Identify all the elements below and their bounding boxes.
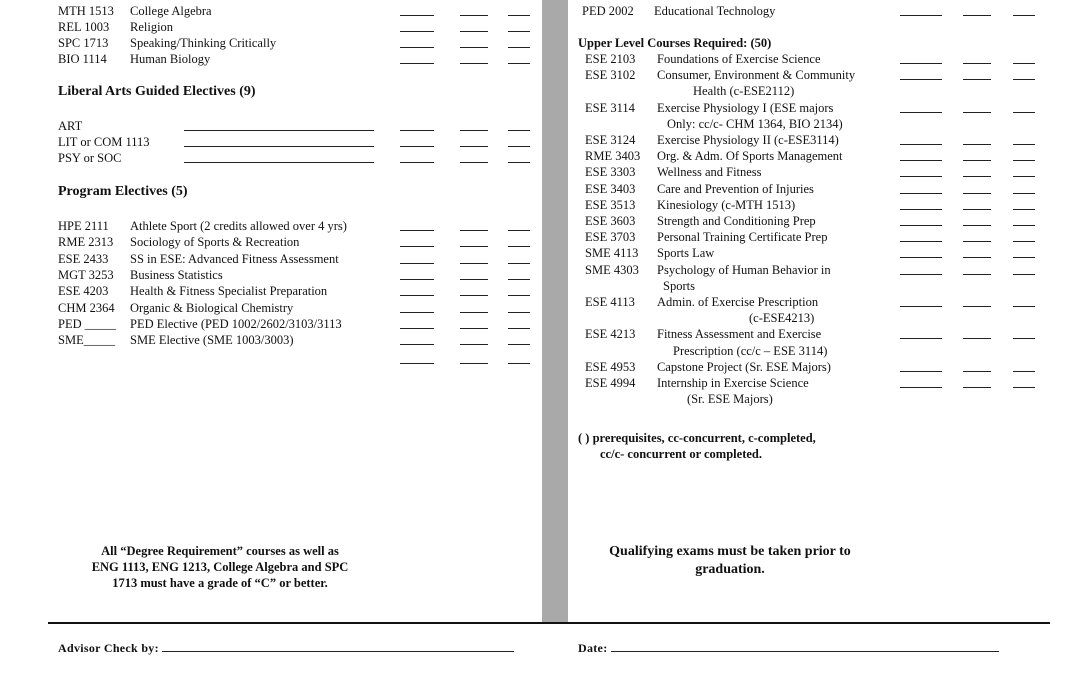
- grade-blank[interactable]: [900, 193, 942, 194]
- credit-blank[interactable]: [508, 146, 530, 147]
- course-code: ESE 3114: [585, 100, 635, 115]
- grade-blank[interactable]: [900, 63, 942, 64]
- course-title: Exercise Physiology I (ESE majors: [657, 100, 834, 115]
- course-code: ESE 3124: [585, 133, 636, 147]
- grade-blank[interactable]: [900, 338, 942, 339]
- grade-blank[interactable]: [400, 47, 434, 48]
- course-code: PSY or SOC: [58, 151, 122, 165]
- grade-blank[interactable]: [900, 241, 942, 242]
- course-title: SS in ESE: Advanced Fitness Assessment: [130, 251, 339, 266]
- semester-blank[interactable]: [460, 312, 488, 313]
- course-code: RME 2313: [58, 235, 114, 250]
- credit-blank[interactable]: [508, 230, 530, 231]
- semester-blank[interactable]: [963, 144, 991, 145]
- course-name-blank[interactable]: [184, 146, 374, 147]
- course-code: SME_____: [58, 333, 115, 348]
- course-code: ESE 3102: [585, 68, 636, 83]
- course-title: Sociology of Sports & Recreation: [130, 235, 300, 250]
- grade-blank[interactable]: [400, 162, 434, 163]
- semester-blank[interactable]: [963, 274, 991, 275]
- course-title: Speaking/Thinking Critically: [130, 36, 277, 50]
- course-code: ESE 4953: [585, 359, 636, 374]
- grade-blank[interactable]: [900, 15, 942, 16]
- program-electives-heading: Program Electives (5): [58, 184, 188, 199]
- grade-blank[interactable]: [400, 63, 434, 64]
- credit-blank[interactable]: [1013, 387, 1035, 388]
- course-title: Kinesiology (c-MTH 1513): [657, 197, 796, 212]
- credit-blank[interactable]: [1013, 193, 1035, 194]
- course-code: REL 1003: [58, 20, 110, 34]
- course-code: PED _____: [58, 316, 116, 331]
- course-code: ESE 4113: [585, 295, 635, 309]
- grade-blank[interactable]: [400, 363, 434, 364]
- grade-blank[interactable]: [900, 160, 942, 161]
- course-code: MGT 3253: [58, 267, 114, 282]
- semester-blank[interactable]: [963, 160, 991, 161]
- semester-blank[interactable]: [963, 387, 991, 388]
- course-title: Health & Fitness Specialist Preparation: [130, 284, 328, 299]
- course-code: ESE 2433: [58, 251, 109, 266]
- legend-line: cc/c- concurrent or completed.: [600, 447, 762, 461]
- credit-blank[interactable]: [1013, 176, 1035, 177]
- semester-blank[interactable]: [963, 257, 991, 258]
- semester-blank[interactable]: [963, 112, 991, 113]
- date-field[interactable]: [578, 641, 999, 656]
- course-title: Religion: [130, 20, 174, 34]
- course-title: Admin. of Exercise Prescription: [657, 295, 819, 309]
- grade-blank[interactable]: [400, 15, 434, 16]
- course-title: Consumer, Environment & Community: [657, 68, 856, 83]
- course-title: Capstone Project (Sr. ESE Majors): [657, 359, 831, 374]
- liberal-arts-heading: Liberal Arts Guided Electives (9): [58, 84, 256, 99]
- course-title: Health (c-ESE2112): [693, 84, 795, 99]
- semester-blank[interactable]: [963, 176, 991, 177]
- credit-blank[interactable]: [1013, 338, 1035, 339]
- grade-blank[interactable]: [400, 328, 434, 329]
- grade-blank[interactable]: [900, 371, 942, 372]
- semester-blank[interactable]: [460, 15, 488, 16]
- credit-blank[interactable]: [508, 15, 530, 16]
- course-title: Exercise Physiology II (c-ESE3114): [657, 133, 839, 147]
- course-code: BIO 1114: [58, 52, 107, 66]
- advisor-check-field[interactable]: [58, 641, 514, 656]
- credit-blank[interactable]: [1013, 15, 1035, 16]
- legend-line: ( ) prerequisites, cc-concurrent, c-completed,: [578, 431, 816, 445]
- course-title: SME Elective (SME 1003/3003): [130, 333, 294, 348]
- credit-blank[interactable]: [1013, 257, 1035, 258]
- course-code: ESE 4213: [585, 327, 636, 342]
- semester-blank[interactable]: [460, 279, 488, 280]
- credit-blank[interactable]: [508, 312, 530, 313]
- semester-blank[interactable]: [963, 209, 991, 210]
- credit-blank[interactable]: [508, 47, 530, 48]
- course-code: SPC 1713: [58, 36, 109, 50]
- course-title: Organic & Biological Chemistry: [130, 300, 294, 315]
- grade-requirement-note: [60, 543, 380, 591]
- grade-blank[interactable]: [400, 31, 434, 32]
- semester-blank[interactable]: [460, 130, 488, 131]
- credit-blank[interactable]: [1013, 306, 1035, 307]
- credit-blank[interactable]: [1013, 79, 1035, 80]
- course-code: MTH 1513: [58, 4, 114, 18]
- credit-blank[interactable]: [1013, 274, 1035, 275]
- legend: [578, 430, 816, 462]
- semester-blank[interactable]: [963, 225, 991, 226]
- semester-blank[interactable]: [963, 79, 991, 80]
- grade-blank[interactable]: [900, 257, 942, 258]
- course-code: RME 3403: [585, 149, 641, 164]
- credit-blank[interactable]: [508, 263, 530, 264]
- credit-blank[interactable]: [508, 363, 530, 364]
- credit-blank[interactable]: [1013, 144, 1035, 145]
- course-code: HPE 2111: [58, 219, 109, 233]
- course-title: Personal Training Certificate Prep: [657, 230, 828, 245]
- grade-blank[interactable]: [400, 263, 434, 264]
- course-code: ESE 4203: [58, 284, 109, 299]
- course-title: Prescription (cc/c – ESE 3114): [673, 343, 828, 358]
- semester-blank[interactable]: [963, 306, 991, 307]
- course-title: Internship in Exercise Science: [657, 376, 809, 390]
- course-code: ESE 3603: [585, 214, 636, 228]
- grade-blank[interactable]: [400, 146, 434, 147]
- course-title: Wellness and Fitness: [657, 165, 762, 180]
- credit-blank[interactable]: [1013, 241, 1035, 242]
- course-code: SME 4303: [585, 262, 639, 277]
- semester-blank[interactable]: [963, 15, 991, 16]
- course-code: PED 2002: [582, 4, 634, 18]
- grade-blank[interactable]: [900, 209, 942, 210]
- course-title: Org. & Adm. Of Sports Management: [657, 149, 843, 164]
- course-title: (c-ESE4213): [749, 311, 815, 326]
- semester-blank[interactable]: [460, 162, 488, 163]
- grade-blank[interactable]: [400, 130, 434, 131]
- course-code: ESE 2103: [585, 52, 636, 66]
- grade-blank[interactable]: [400, 279, 434, 280]
- date-line[interactable]: [611, 651, 999, 652]
- credit-blank[interactable]: [508, 279, 530, 280]
- credit-blank[interactable]: [508, 31, 530, 32]
- semester-blank[interactable]: [460, 63, 488, 64]
- course-title: Foundations of Exercise Science: [657, 52, 821, 66]
- semester-blank[interactable]: [460, 230, 488, 231]
- semester-blank[interactable]: [963, 63, 991, 64]
- grade-blank[interactable]: [900, 274, 942, 275]
- course-title: Strength and Conditioning Prep: [657, 214, 816, 228]
- course-code: CHM 2364: [58, 300, 115, 315]
- footer-rule: [48, 622, 1050, 624]
- course-title: Educational Technology: [654, 4, 776, 18]
- grade-blank[interactable]: [900, 225, 942, 226]
- semester-blank[interactable]: [963, 241, 991, 242]
- credit-blank[interactable]: [1013, 209, 1035, 210]
- grade-blank[interactable]: [400, 344, 434, 345]
- grade-blank[interactable]: [900, 112, 942, 113]
- semester-blank[interactable]: [460, 263, 488, 264]
- course-code: ESE 3513: [585, 197, 636, 212]
- credit-blank[interactable]: [508, 246, 530, 247]
- grade-blank[interactable]: [400, 295, 434, 296]
- grade-blank[interactable]: [900, 144, 942, 145]
- note-line: ENG 1113, ENG 1213, College Algebra and SPC: [91, 560, 349, 574]
- date-label: Date:: [578, 641, 608, 655]
- grade-blank[interactable]: [900, 387, 942, 388]
- course-title: Sports Law: [657, 246, 715, 261]
- course-title: Business Statistics: [130, 267, 223, 282]
- semester-blank[interactable]: [460, 47, 488, 48]
- semester-blank[interactable]: [460, 31, 488, 32]
- credit-blank[interactable]: [1013, 160, 1035, 161]
- grade-blank[interactable]: [400, 312, 434, 313]
- credit-blank[interactable]: [508, 63, 530, 64]
- credit-blank[interactable]: [1013, 371, 1035, 372]
- note-line: 1713 must have a grade of “C” or better.: [112, 576, 328, 590]
- advisor-signature-line[interactable]: [162, 651, 514, 652]
- credit-blank[interactable]: [508, 130, 530, 131]
- center-divider: [542, 0, 568, 622]
- course-title: College Algebra: [130, 4, 212, 18]
- semester-blank[interactable]: [963, 338, 991, 339]
- note-line: Qualifying exams must be taken prior to: [609, 544, 851, 559]
- grade-blank[interactable]: [900, 306, 942, 307]
- semester-blank[interactable]: [963, 371, 991, 372]
- credit-blank[interactable]: [508, 295, 530, 296]
- course-code: LIT or COM 1113: [58, 135, 150, 149]
- semester-blank[interactable]: [460, 146, 488, 147]
- course-code: ESE 3703: [585, 230, 636, 245]
- semester-blank[interactable]: [460, 344, 488, 345]
- semester-blank[interactable]: [460, 328, 488, 329]
- credit-blank[interactable]: [1013, 63, 1035, 64]
- grade-blank[interactable]: [900, 79, 942, 80]
- credit-blank[interactable]: [1013, 225, 1035, 226]
- note-line: graduation.: [695, 562, 765, 577]
- course-title: Sports: [663, 278, 695, 293]
- credit-blank[interactable]: [508, 328, 530, 329]
- course-title: Only: cc/c- CHM 1364, BIO 2134): [667, 116, 843, 131]
- course-title: Athlete Sport (2 credits allowed over 4 yrs): [130, 219, 347, 233]
- course-title: PED Elective (PED 1002/2602/3103/3113: [130, 316, 342, 331]
- course-title: Care and Prevention of Injuries: [657, 181, 814, 196]
- semester-blank[interactable]: [460, 295, 488, 296]
- grade-blank[interactable]: [400, 230, 434, 231]
- note-line: All “Degree Requirement” courses as well as: [101, 544, 339, 558]
- course-code: ESE 4994: [585, 376, 636, 390]
- grade-blank[interactable]: [900, 176, 942, 177]
- credit-blank[interactable]: [508, 162, 530, 163]
- qualifying-exam-note: [580, 543, 880, 579]
- course-name-blank[interactable]: [184, 162, 374, 163]
- semester-blank[interactable]: [460, 363, 488, 364]
- course-code: SME 4113: [585, 246, 639, 261]
- course-title: Psychology of Human Behavior in: [657, 262, 831, 277]
- course-code: ESE 3403: [585, 181, 636, 196]
- course-title: Fitness Assessment and Exercise: [657, 327, 822, 342]
- course-code: ART: [58, 119, 83, 133]
- course-name-blank[interactable]: [184, 130, 374, 131]
- course-title: Human Biology: [130, 52, 211, 66]
- semester-blank[interactable]: [460, 246, 488, 247]
- semester-blank[interactable]: [963, 193, 991, 194]
- credit-blank[interactable]: [1013, 112, 1035, 113]
- course-code: ESE 3303: [585, 165, 636, 180]
- credit-blank[interactable]: [508, 344, 530, 345]
- upper-level-heading: Upper Level Courses Required: (50): [578, 36, 772, 50]
- advisor-check-label: Advisor Check by:: [58, 641, 159, 655]
- course-title: (Sr. ESE Majors): [687, 392, 773, 407]
- grade-blank[interactable]: [400, 246, 434, 247]
